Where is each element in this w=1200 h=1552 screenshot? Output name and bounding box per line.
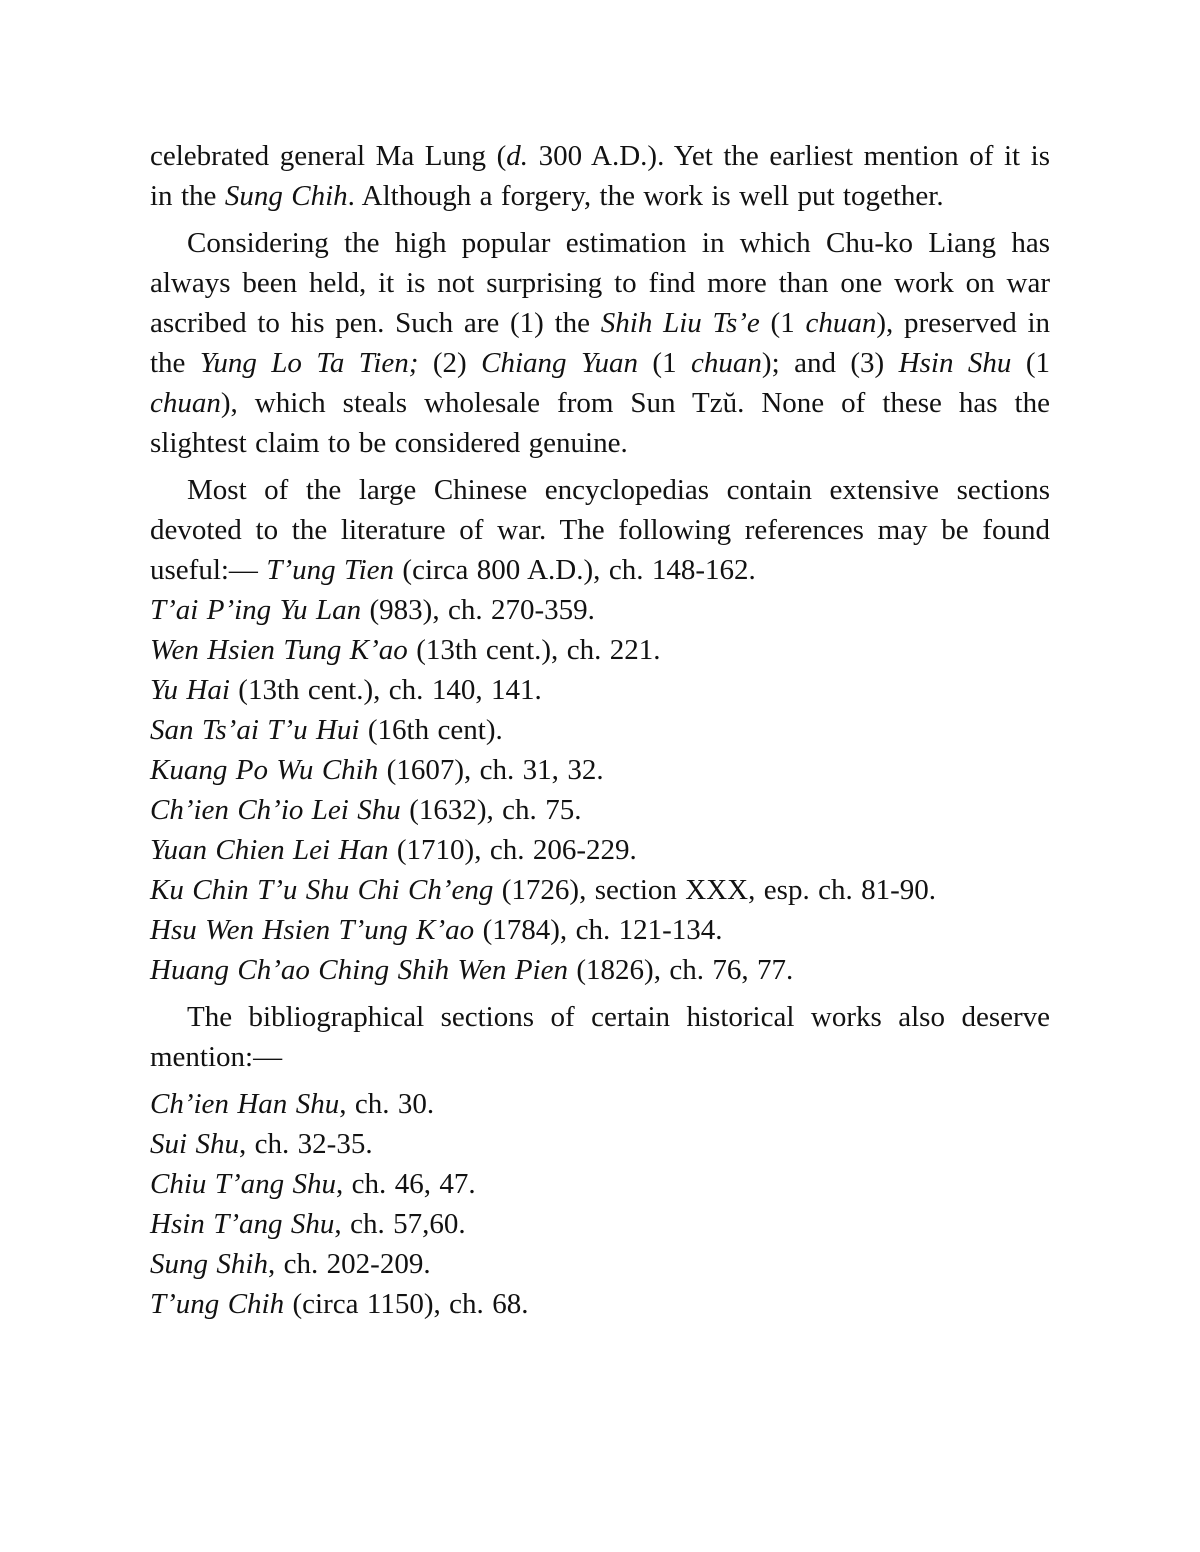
- book-title: Hsin Shu: [898, 347, 1012, 379]
- paragraph-chuko-liang: [150, 223, 1050, 463]
- reference-line: [150, 1124, 1050, 1164]
- text-run: ); and (3): [761, 347, 899, 379]
- book-title: Ch’ien Han Shu: [150, 1088, 340, 1120]
- italic-term: chuan: [805, 307, 877, 339]
- text-run: (16th cent).: [359, 714, 503, 746]
- text-run: (1710), ch. 206-229.: [388, 834, 637, 866]
- text-run: (2): [418, 347, 482, 379]
- text-run: (1607), ch. 31, 32.: [378, 754, 604, 786]
- reference-line: [150, 630, 1050, 670]
- text-run: (1726), section XXX, esp. ch. 81-90.: [493, 874, 937, 906]
- italic-term: chuan: [150, 387, 221, 419]
- book-title: Kuang Po Wu Chih: [150, 754, 379, 786]
- book-title: Hsu Wen Hsien T’ung K’ao: [150, 914, 475, 946]
- text-run: (1: [637, 347, 692, 379]
- reference-line: [150, 750, 1050, 790]
- text-run: , ch. 30.: [339, 1088, 435, 1120]
- reference-line: [150, 950, 1050, 990]
- text-run: ), preserved in the: [150, 307, 1051, 379]
- paragraph-bibliographical: [150, 997, 1050, 1077]
- book-title: Ku Chin T’u Shu Chi Ch’eng: [150, 874, 494, 906]
- reference-line: [150, 710, 1050, 750]
- book-title: Sui Shu: [150, 1128, 239, 1160]
- reference-line: [150, 670, 1050, 710]
- reference-line: [150, 590, 1050, 630]
- book-title: Yung Lo Ta Tien;: [199, 347, 419, 379]
- text-run: Most of the large Chinese encyclopedias contain extensive sections devoted to the literature of war. The following references may be found useful:—: [150, 474, 1050, 586]
- text-run: , ch. 57,60.: [334, 1208, 466, 1240]
- book-title: Yu Hai: [150, 674, 230, 706]
- text-run: ), which steals wholesale from Sun Tzŭ. None of these has the slightest claim to be considered genuine.: [150, 387, 1050, 459]
- text-run: 300 A.D.). Yet the earliest mention of it is in the: [150, 140, 1050, 212]
- text-run: (circa 1150), ch. 68.: [284, 1288, 529, 1320]
- text-run: , ch. 46, 47.: [336, 1168, 476, 1200]
- book-title: Ch’ien Ch’io Lei Shu: [150, 794, 401, 826]
- book-title: Sung Chih: [224, 180, 348, 212]
- text-run: (circa 800 A.D.), ch. 148-162.: [394, 554, 756, 586]
- text-run: (1632), ch. 75.: [400, 794, 582, 826]
- reference-line: [150, 1204, 1050, 1244]
- book-title: T’ung Chih: [150, 1288, 285, 1320]
- text-run: , ch. 202-209.: [267, 1248, 431, 1280]
- text-run: (983), ch. 270-359.: [361, 594, 595, 626]
- reference-line: [150, 1084, 1050, 1124]
- text-run: The bibliographical sections of certain historical works also deserve mention:—: [150, 1001, 1050, 1073]
- text-run: (13th cent.), ch. 140, 141.: [229, 674, 542, 706]
- reference-line: [150, 910, 1050, 950]
- text-run: , ch. 32-35.: [238, 1128, 373, 1160]
- book-title: T’ai P’ing Yu Lan: [150, 594, 362, 626]
- paragraph-encyclopedias: [150, 470, 1050, 590]
- reference-line: [150, 870, 1050, 910]
- book-title: Shih Liu Ts’e: [600, 307, 760, 339]
- abbreviation-died: d.: [506, 140, 528, 172]
- italic-term: chuan: [691, 347, 762, 379]
- text-run: (1: [759, 307, 806, 339]
- text-run: (1826), ch. 76, 77.: [567, 954, 794, 986]
- text-run: . Although a forgery, the work is well put together.: [347, 180, 944, 212]
- book-title: T’ung Tien: [266, 554, 394, 586]
- book-title: Sung Shih: [150, 1248, 268, 1280]
- book-title: Huang Ch’ao Ching Shih Wen Pien: [150, 954, 568, 986]
- text-run: Considering the high popular estimation in which Chu-ko Liang has always been held, it is not surprising to find more than one work on war ascribed to his pen. Such are (1) the: [150, 227, 1050, 339]
- text-run: celebrated general Ma Lung (: [150, 140, 507, 172]
- reference-line: [150, 790, 1050, 830]
- book-title: Hsin T’ang Shu: [150, 1208, 335, 1240]
- text-block: [150, 136, 1050, 1324]
- reference-line: [150, 1244, 1050, 1284]
- text-run: (1784), ch. 121-134.: [474, 914, 723, 946]
- book-title: Chiang Yuan: [481, 347, 638, 379]
- reference-line: [150, 1284, 1050, 1324]
- paragraph-continuation: [150, 136, 1050, 216]
- book-title: Yuan Chien Lei Han: [150, 834, 389, 866]
- reference-line: [150, 830, 1050, 870]
- text-run: (13th cent.), ch. 221.: [407, 634, 661, 666]
- reference-line: [150, 1164, 1050, 1204]
- book-title: Wen Hsien Tung K’ao: [150, 634, 408, 666]
- book-title: San Ts’ai T’u Hui: [150, 714, 360, 746]
- text-run: (1: [1011, 347, 1051, 379]
- book-title: Chiu T’ang Shu: [150, 1168, 337, 1200]
